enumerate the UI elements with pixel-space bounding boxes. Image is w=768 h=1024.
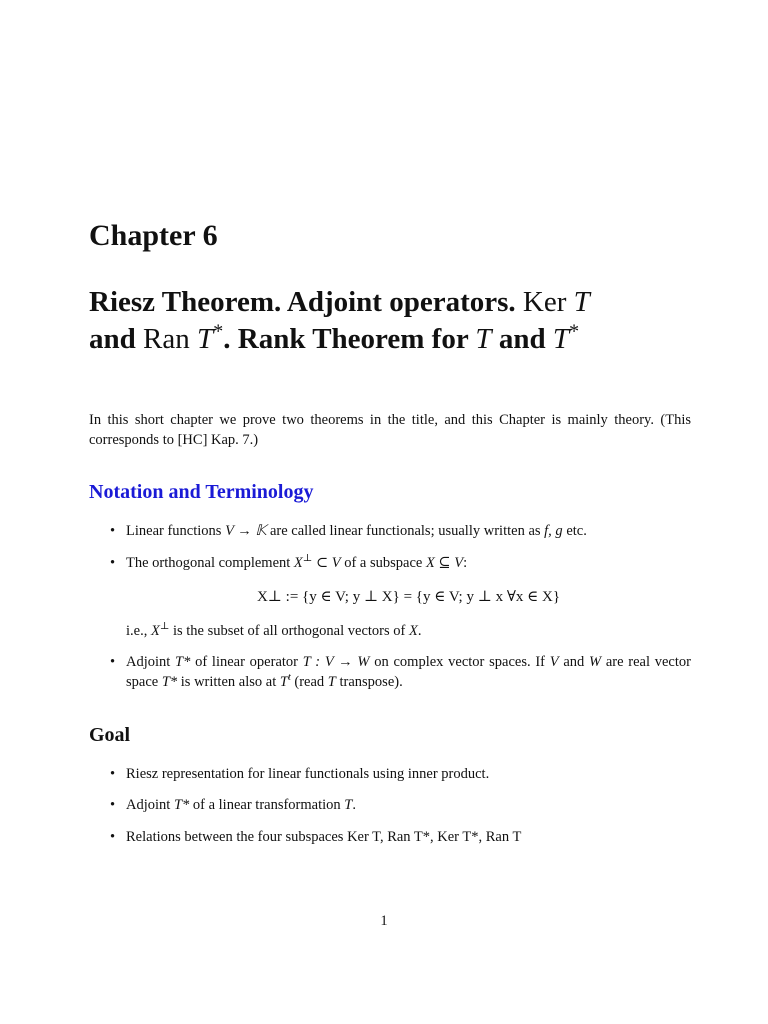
math-inline: X: [150, 623, 160, 639]
item-text: is the subset of all orthogonal vectors of: [169, 623, 409, 639]
bullet-icon: •: [110, 829, 116, 845]
math-inline: f, g: [544, 523, 563, 539]
list-item-riesz: [110, 764, 691, 784]
math-sup: t: [287, 672, 291, 684]
item-text: Adjoint: [126, 797, 174, 813]
item-text: The orthogonal complement: [126, 555, 294, 571]
page-number: 1: [380, 913, 388, 929]
item-text: transpose).: [335, 674, 403, 690]
title-text: Riesz Theorem. Adjoint operators.: [89, 286, 523, 318]
section-heading-notation: Notation and Terminology: [89, 481, 314, 503]
bullet-icon: •: [110, 555, 116, 571]
title-math-ran: Ran: [143, 323, 190, 355]
item-text: :: [463, 555, 468, 571]
chapter-title-line-1: [89, 284, 709, 321]
intro-paragraph: In this short chapter we prove two theorems in the title, and this Chapter is mainly theory. (This corresponds to [HC] Kap. 7.): [89, 412, 691, 448]
math-inline: T*: [161, 674, 178, 690]
item-text: of a linear transformation: [189, 797, 345, 813]
title-math-star: *: [568, 320, 580, 343]
item-text: of a subspace: [340, 555, 426, 571]
item-text: i.e.,: [126, 623, 151, 639]
title-math-star: *: [213, 320, 224, 343]
math-inline: X: [408, 623, 418, 639]
title-text: and: [491, 323, 553, 355]
item-text: are real vector space: [126, 654, 691, 690]
math-inline: ⊂ V: [312, 555, 341, 571]
bullet-icon: •: [110, 654, 116, 670]
title-math-ker: Ker: [522, 286, 567, 318]
bullet-icon: •: [110, 797, 116, 813]
math-inline: V → 𝕂: [225, 523, 267, 539]
math-sup: ⊥: [302, 553, 313, 565]
item-text: .: [417, 623, 422, 639]
list-item-orthogonal-complement: [110, 553, 691, 573]
title-math-t: T: [475, 323, 492, 355]
item-text: (read: [290, 674, 328, 690]
title-math-t: T: [196, 323, 214, 355]
item-text: of linear operator: [190, 654, 303, 670]
chapter-title: [89, 284, 709, 358]
math-inline: T : V → W: [302, 654, 370, 670]
math-inline: T*: [175, 654, 191, 670]
item-text: Riesz representation for linear functionals using inner product.: [126, 766, 490, 782]
bullet-icon: •: [110, 766, 116, 782]
item-text: on complex vector spaces. If: [369, 654, 550, 670]
item-text: is written also at: [177, 674, 280, 690]
math-inline: X: [293, 555, 303, 571]
section-heading-goal: Goal: [89, 724, 131, 746]
item-text: .: [352, 797, 356, 813]
math-inline: X ⊆ V: [425, 555, 464, 571]
math-inline: V: [549, 654, 559, 670]
math-inline: T: [279, 674, 288, 690]
item-text: etc.: [562, 523, 587, 539]
item-text: Linear functions: [126, 523, 226, 539]
math-inline: W: [589, 654, 602, 670]
chapter-title-line-2: [89, 321, 709, 358]
title-text: and: [89, 323, 144, 355]
title-math-t: T: [552, 323, 569, 355]
title-math-t: T: [573, 286, 590, 318]
bullet-icon: •: [110, 523, 116, 539]
title-text: . Rank Theorem for: [223, 323, 476, 355]
item-text: and: [558, 654, 589, 670]
math-sup: ⊥: [159, 621, 170, 633]
math-inline: T*: [173, 797, 190, 813]
item-text: Adjoint: [126, 654, 176, 670]
list-item-adjoint-goal: [110, 795, 691, 815]
math-inline: Ker T, Ran T*, Ker T*, Ran T: [347, 829, 522, 845]
orthogonal-explanation: [126, 621, 421, 641]
list-item-adjoint: [110, 652, 691, 692]
item-text: Relations between the four subspaces: [126, 829, 348, 845]
list-item-four-subspaces: [110, 827, 691, 847]
chapter-label: Chapter 6: [89, 219, 218, 252]
math-inline: T: [344, 797, 353, 813]
display-equation: X⊥ := {y ∈ V; y ⊥ X} = {y ∈ V; y ⊥ x ∀x ∈ X}: [256, 589, 561, 605]
list-item-linear-functions: [110, 521, 691, 541]
item-text: are called linear functionals; usually written as: [266, 523, 545, 539]
math-inline: T: [327, 674, 336, 690]
